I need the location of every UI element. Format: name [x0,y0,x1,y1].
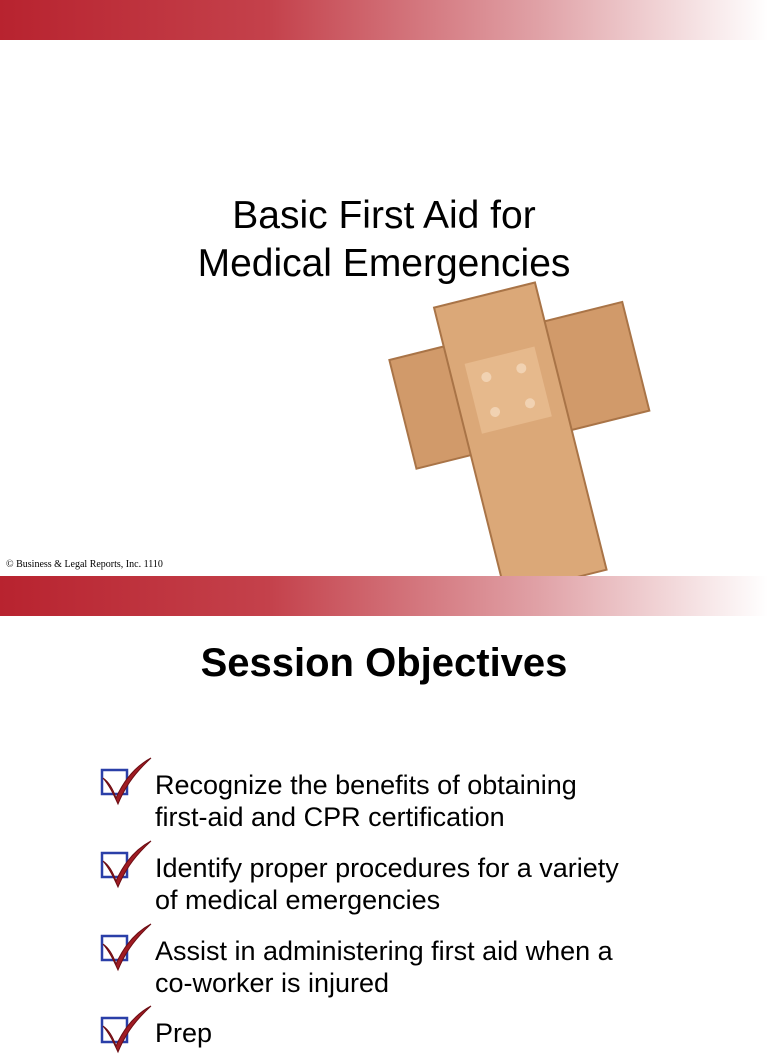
slide-session-objectives [0,576,768,1048]
objective-line: co-worker is injured [155,968,390,998]
checkbox-checkmark-icon [98,839,156,889]
checkbox-checkmark-icon [98,1004,156,1054]
title-line-2: Medical Emergencies [197,242,571,285]
checkbox-checkmark-icon [98,922,156,972]
objective-line: Prep [155,1018,213,1048]
title-line-1: Basic First Aid for [232,194,536,237]
objective-text [155,1017,715,1049]
header-gradient-bar [0,0,768,40]
session-title: Session Objectives [200,641,568,685]
copyright-notice: © Business & Legal Reports, Inc. 1110 [6,559,163,570]
checkbox-checkmark-icon [98,756,156,806]
objectives-list [0,576,768,1048]
objective-line: Assist in administering first aid when a [155,936,613,966]
slide-title-heading [0,192,768,288]
objective-text [155,935,715,999]
objective-line: of medical emergencies [155,885,441,915]
objective-line: first-aid and CPR certification [155,802,505,832]
bandage-cross-icon [370,280,690,576]
objective-text [155,769,715,833]
objective-line: Recognize the benefits of obtaining [155,770,577,800]
objective-line: Identify proper procedures for a variety [155,853,619,883]
objective-text [155,852,715,916]
